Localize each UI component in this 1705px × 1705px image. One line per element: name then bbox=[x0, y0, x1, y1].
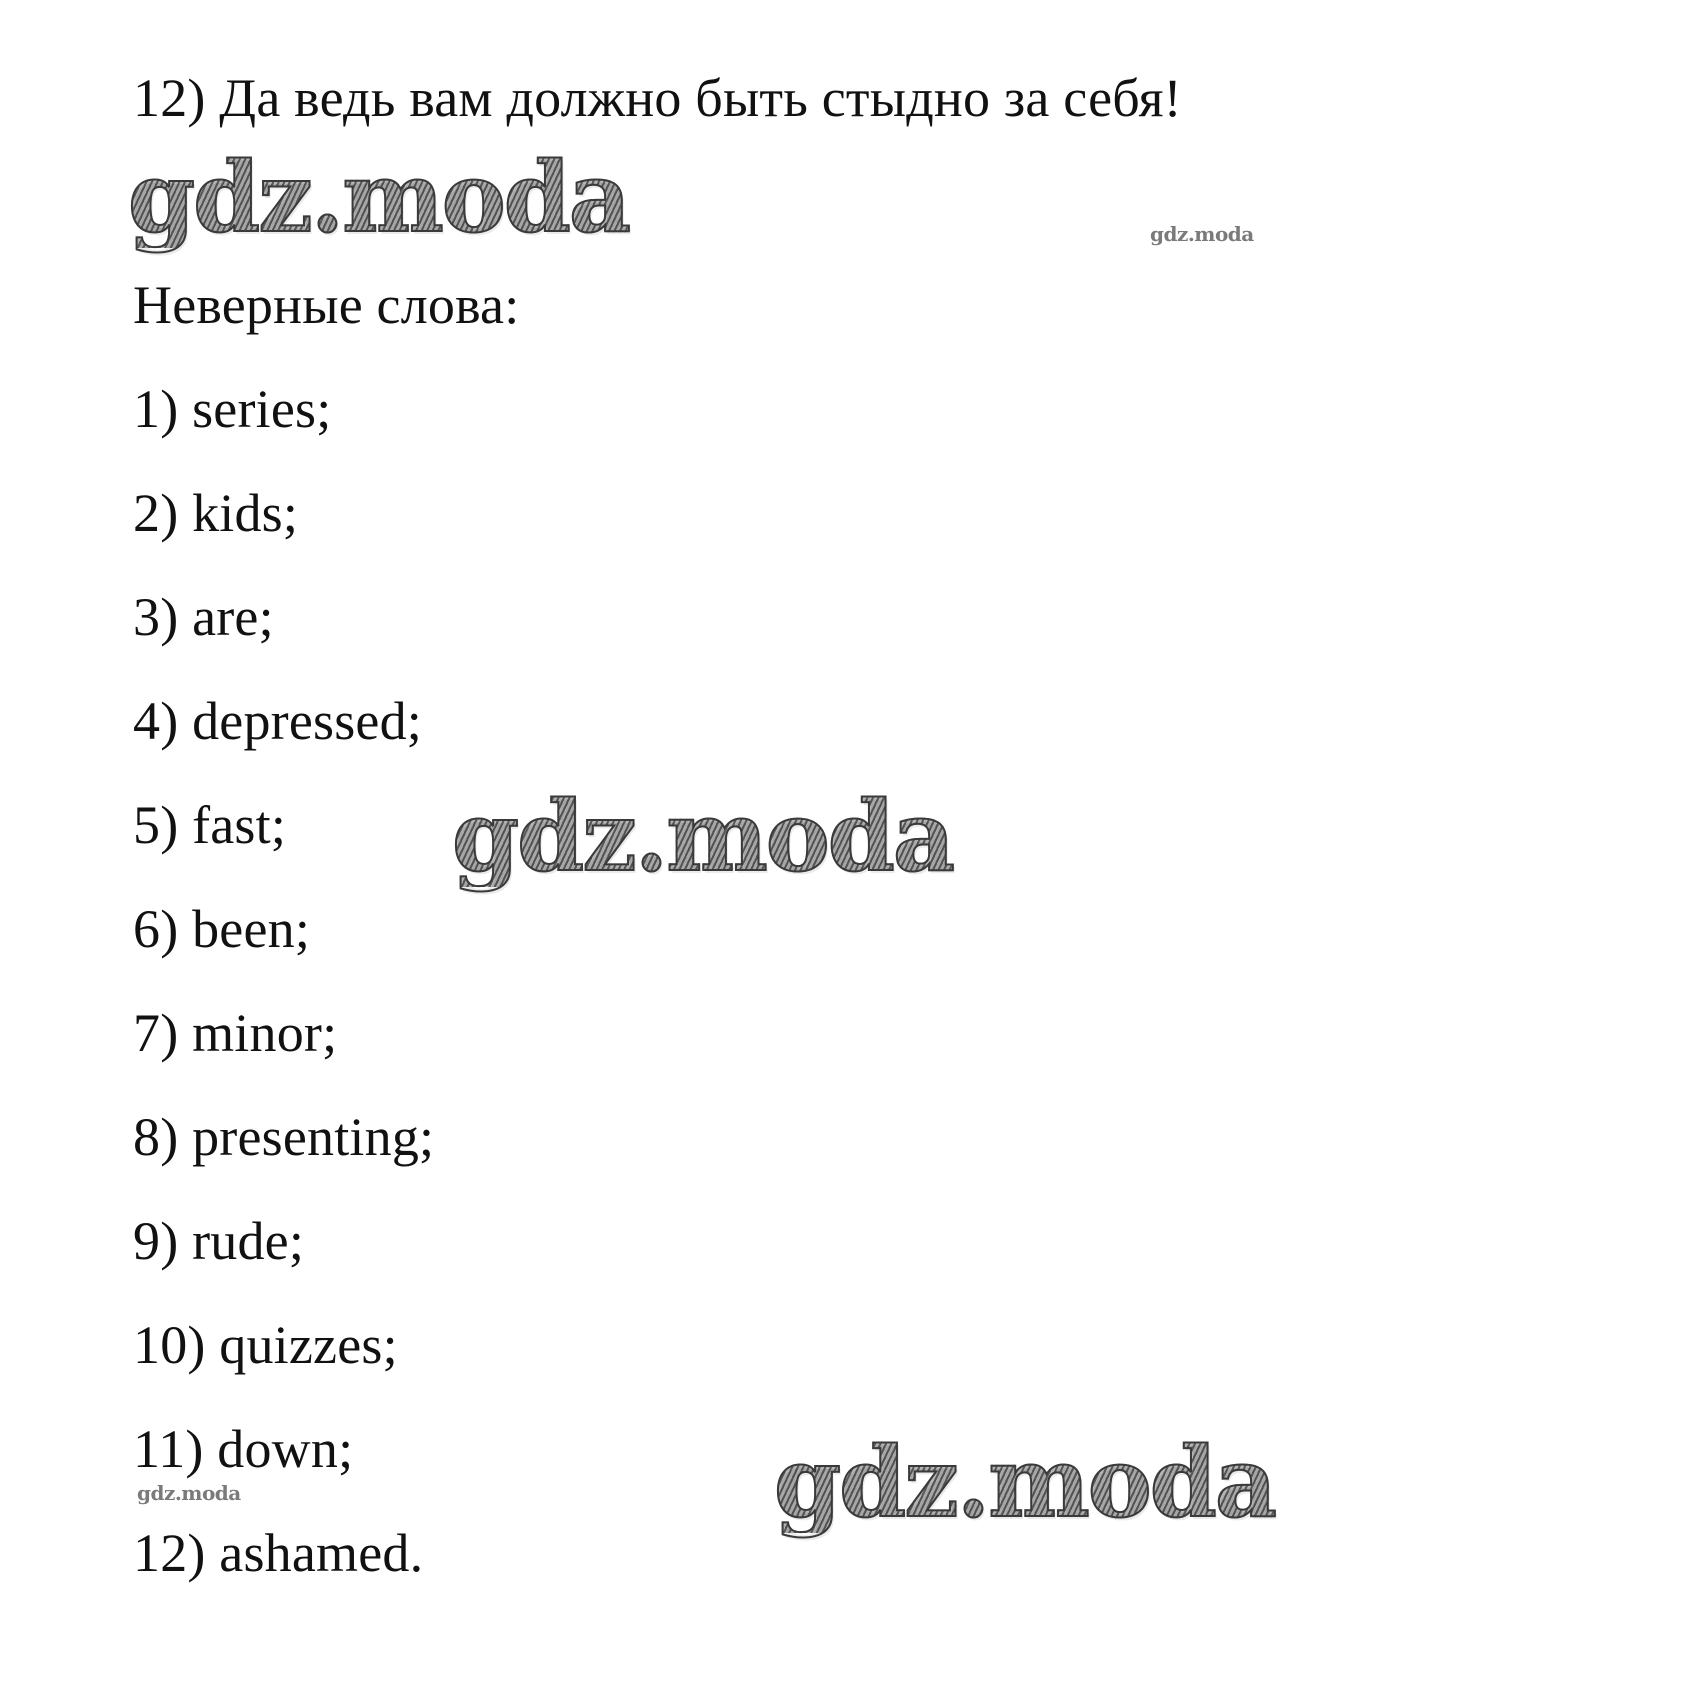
watermark-logo: gdz.moda bbox=[128, 141, 630, 254]
list-item: 5) fast; bbox=[133, 795, 287, 855]
list-item: 8) presenting; bbox=[133, 1107, 435, 1167]
section-heading: Неверные слова: bbox=[133, 275, 520, 335]
list-item: 2) kids; bbox=[133, 483, 299, 543]
watermark-small: gdz.moda bbox=[137, 1481, 241, 1505]
list-item: 7) minor; bbox=[133, 1003, 338, 1063]
list-item: 3) are; bbox=[133, 587, 274, 647]
list-item: 1) series; bbox=[133, 379, 332, 439]
list-item: 6) been; bbox=[133, 899, 311, 959]
list-item: 11) down; bbox=[133, 1419, 354, 1479]
translation-line: 12) Да ведь вам должно быть стыдно за себя! bbox=[133, 68, 1182, 128]
watermark-small: gdz.moda bbox=[1150, 222, 1254, 246]
list-item: 9) rude; bbox=[133, 1211, 305, 1271]
watermark-logo: gdz.moda bbox=[452, 780, 954, 893]
list-item: 4) depressed; bbox=[133, 691, 423, 751]
watermark-logo: gdz.moda bbox=[774, 1426, 1276, 1539]
list-item: 10) quizzes; bbox=[133, 1315, 398, 1375]
list-item: 12) ashamed. bbox=[133, 1523, 424, 1583]
